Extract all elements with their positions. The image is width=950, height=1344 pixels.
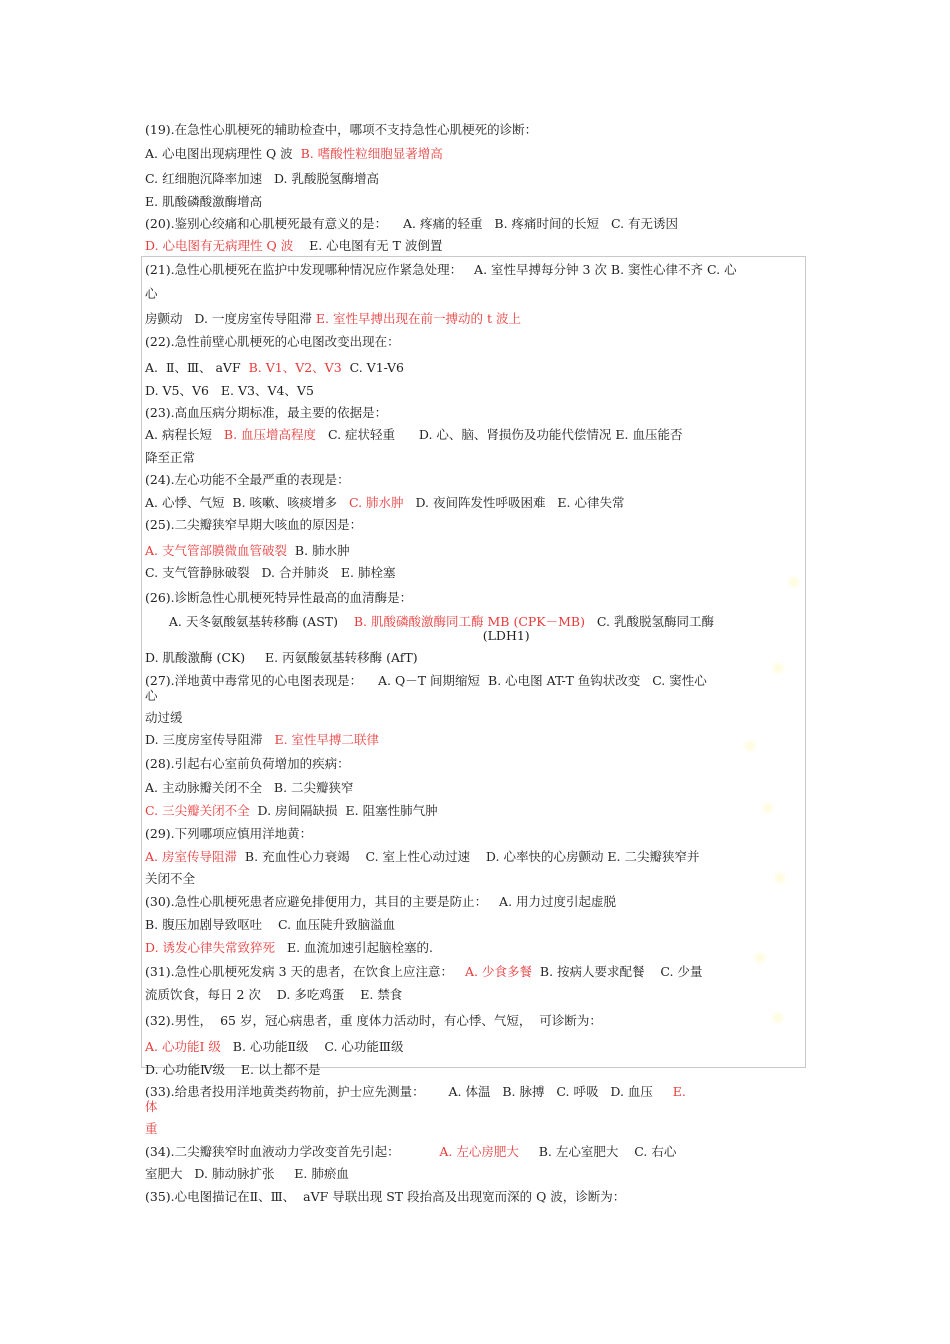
text-segment: (20).鉴别心绞痛和心肌梗死最有意义的是： A. 疼痛的轻重 B. 疼痛时间的长短 C. 有无诱因 [145, 216, 679, 231]
watermark-dot [760, 800, 776, 816]
answer-highlight: A. 房室传导阻滞 [145, 849, 237, 864]
text-line [145, 1144, 676, 1160]
text-line [145, 803, 438, 819]
text-segment: (29).下列哪项应慎用洋地黄： [145, 826, 313, 841]
text-line [145, 334, 400, 350]
text-line [145, 1062, 320, 1078]
text-segment: B. 心功能Ⅱ级 C. 心功能Ⅲ级 [220, 1039, 404, 1054]
text-segment: A. 心悸、气短 B. 咳嗽、咳痰增多 [145, 495, 349, 510]
text-line [145, 427, 682, 443]
text-line [145, 450, 195, 466]
text-line [145, 565, 396, 581]
text-line [145, 1084, 686, 1100]
text-segment: B. 左心室肥大 C. 右心 [518, 1144, 677, 1159]
text-line [145, 710, 183, 726]
text-segment: 关闭不全 [145, 871, 196, 886]
text-segment: A. 天冬氨酸氨基转移酶 (AST) [145, 614, 354, 629]
text-segment: (28).引起右心室前负荷增加的疾病： [145, 756, 350, 771]
text-segment: (23).高血压病分期标准，最主要的依据是： [145, 405, 388, 420]
answer-highlight: E. 室性早搏二联律 [274, 732, 380, 747]
answer-highlight: B. 肌酸磷酸激酶同工酶 MB (CPK－MB) [353, 614, 585, 629]
text-line [145, 849, 700, 865]
answer-highlight: E. [672, 1084, 686, 1099]
answer-highlight: D. 诱发心律失常致猝死 [145, 940, 276, 955]
answer-highlight: 重 [145, 1121, 158, 1136]
watermark-dot [786, 574, 802, 590]
answer-highlight: B. V1、V2、V3 [248, 360, 342, 375]
text-line [145, 286, 158, 302]
watermark-dot [752, 950, 768, 966]
text-line [145, 871, 195, 887]
text-line [145, 756, 350, 772]
answer-highlight: B. 嗜酸性粒细胞显著增高 [300, 146, 443, 161]
text-segment: 心 [145, 286, 158, 301]
text-line [145, 917, 395, 933]
answer-highlight: A. 左心房肥大 [439, 1144, 519, 1159]
answer-highlight: C. 三尖瓣关闭不全 [145, 803, 250, 818]
text-segment: D. 房间隔缺损 E. 阻塞性肺气肿 [249, 803, 438, 818]
text-line [145, 964, 703, 980]
text-line [145, 1166, 349, 1182]
answer-highlight: B. 血压增高程度 [223, 427, 317, 442]
text-line [145, 732, 379, 748]
text-line [145, 780, 354, 796]
text-segment: 室肥大 D. 肺动脉扩张 E. 肺瘀血 [145, 1166, 349, 1181]
text-segment: B. 按病人要求配餐 C. 少量 [531, 964, 703, 979]
text-line [145, 940, 433, 956]
text-segment: 流质饮食，每日 2 次 D. 多吃鸡蛋 E. 禁食 [145, 987, 403, 1002]
text-segment: (30).急性心肌梗死患者应避免排便用力，其目的主要是防止： A. 用力过度引起虚脱 [145, 894, 617, 909]
watermark-dot [770, 1010, 786, 1026]
text-segment: (34).二尖瓣狭窄时血液动力学改变首先引起： [145, 1144, 440, 1159]
text-line [145, 262, 737, 278]
text-segment: (22).急性前壁心肌梗死的心电图改变出现在： [145, 334, 400, 349]
text-line [145, 650, 418, 666]
text-line [145, 122, 537, 138]
text-segment: C. 症状轻重 D. 心、脑、肾损伤及功能代偿情况 E. 血压能否 [316, 427, 683, 442]
text-segment: A. 主动脉瓣关闭不全 B. 二尖瓣狭窄 [145, 780, 354, 795]
text-segment: 动过缓 [145, 710, 183, 725]
answer-highlight: A. 心功能Ⅰ 级 [145, 1039, 221, 1054]
text-line [145, 894, 616, 910]
text-line [145, 543, 350, 559]
text-segment: A. Ⅱ、Ⅲ、 aVF [145, 360, 249, 375]
text-line [145, 495, 625, 511]
answer-highlight: 体 [145, 1099, 158, 1114]
text-segment: (21).急性心肌梗死在监护中发现哪种情况应作紧急处理： A. 室性早搏每分钟 3 次 B. 窦性心律不齐 C. 心 [145, 262, 737, 277]
text-segment: 降至正常 [145, 450, 196, 465]
text-line [145, 311, 521, 327]
text-segment: A. 心电图出现病理性 Q 波 [145, 146, 301, 161]
watermark-dot [772, 870, 788, 886]
text-line [145, 1121, 158, 1137]
text-segment: E. 血流加速引起脑栓塞的. [275, 940, 433, 955]
text-segment: D. 三度房室传导阻滞 [145, 732, 275, 747]
text-segment: (24).左心功能不全最严重的表现是： [145, 472, 350, 487]
text-segment: (31).急性心肌梗死发病 3 天的患者，在饮食上应注意： [145, 964, 465, 979]
text-segment: C. 支气管静脉破裂 D. 合并肺炎 E. 肺栓塞 [145, 565, 396, 580]
text-line [145, 405, 387, 421]
watermark-dot [770, 660, 786, 676]
text-segment: (32).男性， 65 岁，冠心病患者，重 度体力活动时，有心悸、气短， 可诊断为： [145, 1013, 602, 1028]
answer-highlight: D. 心电图有无病理性 Q 波 [145, 238, 294, 253]
text-segment: C. V1-V6 [341, 360, 404, 375]
text-line [145, 628, 530, 644]
text-segment: B. 腹压加剧导致呕吐 C. 血压陡升致脑溢血 [145, 917, 396, 932]
text-segment: (35).心电图描记在Ⅱ、Ⅲ、 aVF 导联出现 ST 段抬高及出现宽而深的 Q 波，诊断为： [145, 1189, 626, 1204]
text-line [145, 472, 350, 488]
text-line [145, 194, 262, 210]
text-line [145, 238, 442, 254]
text-segment: E. 心电图有无 T 波倒置 [293, 238, 443, 253]
text-segment: A. 病程长短 [145, 427, 224, 442]
text-line [145, 987, 402, 1003]
text-line [145, 1189, 625, 1205]
text-line [145, 590, 412, 606]
text-line [145, 1099, 158, 1115]
text-segment: B. 肺水肿 [286, 543, 350, 558]
text-segment: 心 [145, 688, 158, 703]
text-segment: C. 红细胞沉降率加速 D. 乳酸脱氢酶增高 [145, 171, 380, 186]
text-line [145, 1039, 403, 1055]
text-segment: 房颤动 D. 一度房室传导阻滞 [145, 311, 316, 326]
answer-highlight: A. 支气管部膜微血管破裂 [145, 543, 287, 558]
text-segment: D. V5、V6 E. V3、V4、V5 [145, 383, 314, 398]
text-segment: D. 心功能Ⅳ级 E. 以上都不是 [145, 1062, 321, 1077]
answer-highlight: C. 肺水肿 [348, 495, 404, 510]
text-line [145, 517, 362, 533]
text-line [145, 171, 379, 187]
answer-highlight: A. 少食多餐 [464, 964, 532, 979]
text-line [145, 826, 312, 842]
text-line [145, 146, 443, 162]
text-line [145, 216, 678, 232]
text-segment: (27).洋地黄中毒常见的心电图表现是： A. Q－T 间期缩短 B. 心电图 AT-T 鱼钩状改变 C. 窦性心 [145, 673, 707, 688]
text-segment: E. 肌酸磷酸激酶增高 [145, 194, 263, 209]
text-line [145, 673, 707, 689]
answer-highlight: E. 室性早搏出现在前一搏动的 t 波上 [315, 311, 521, 326]
text-segment: (LDH1) [145, 628, 530, 643]
text-line [145, 688, 158, 704]
text-segment: (26).诊断急性心肌梗死特异性最高的血清酶是： [145, 590, 413, 605]
text-segment: (33).给患者投用洋地黄类药物前，护士应先测量： A. 体温 B. 脉搏 C. 呼吸 D. 血压 [145, 1084, 673, 1099]
text-line [145, 383, 314, 399]
watermark-dot [742, 738, 758, 754]
text-segment: (19).在急性心肌梗死的辅助检查中，哪项不支持急性心肌梗死的诊断： [145, 122, 538, 137]
text-segment: C. 乳酸脱氢酶同工酶 [585, 614, 714, 629]
text-line [145, 1013, 602, 1029]
text-segment: B. 充血性心力衰竭 C. 室上性心动过速 D. 心率快的心房颤动 E. 二尖瓣狭窄并 [236, 849, 700, 864]
text-segment: D. 夜间阵发性呼吸困难 E. 心律失常 [403, 495, 625, 510]
text-segment: D. 肌酸激酶 (CK) E. 丙氨酸氨基转移酶 (AfT) [145, 650, 418, 665]
text-line [145, 360, 404, 376]
text-segment: (25).二尖瓣狭窄早期大咳血的原因是： [145, 517, 363, 532]
